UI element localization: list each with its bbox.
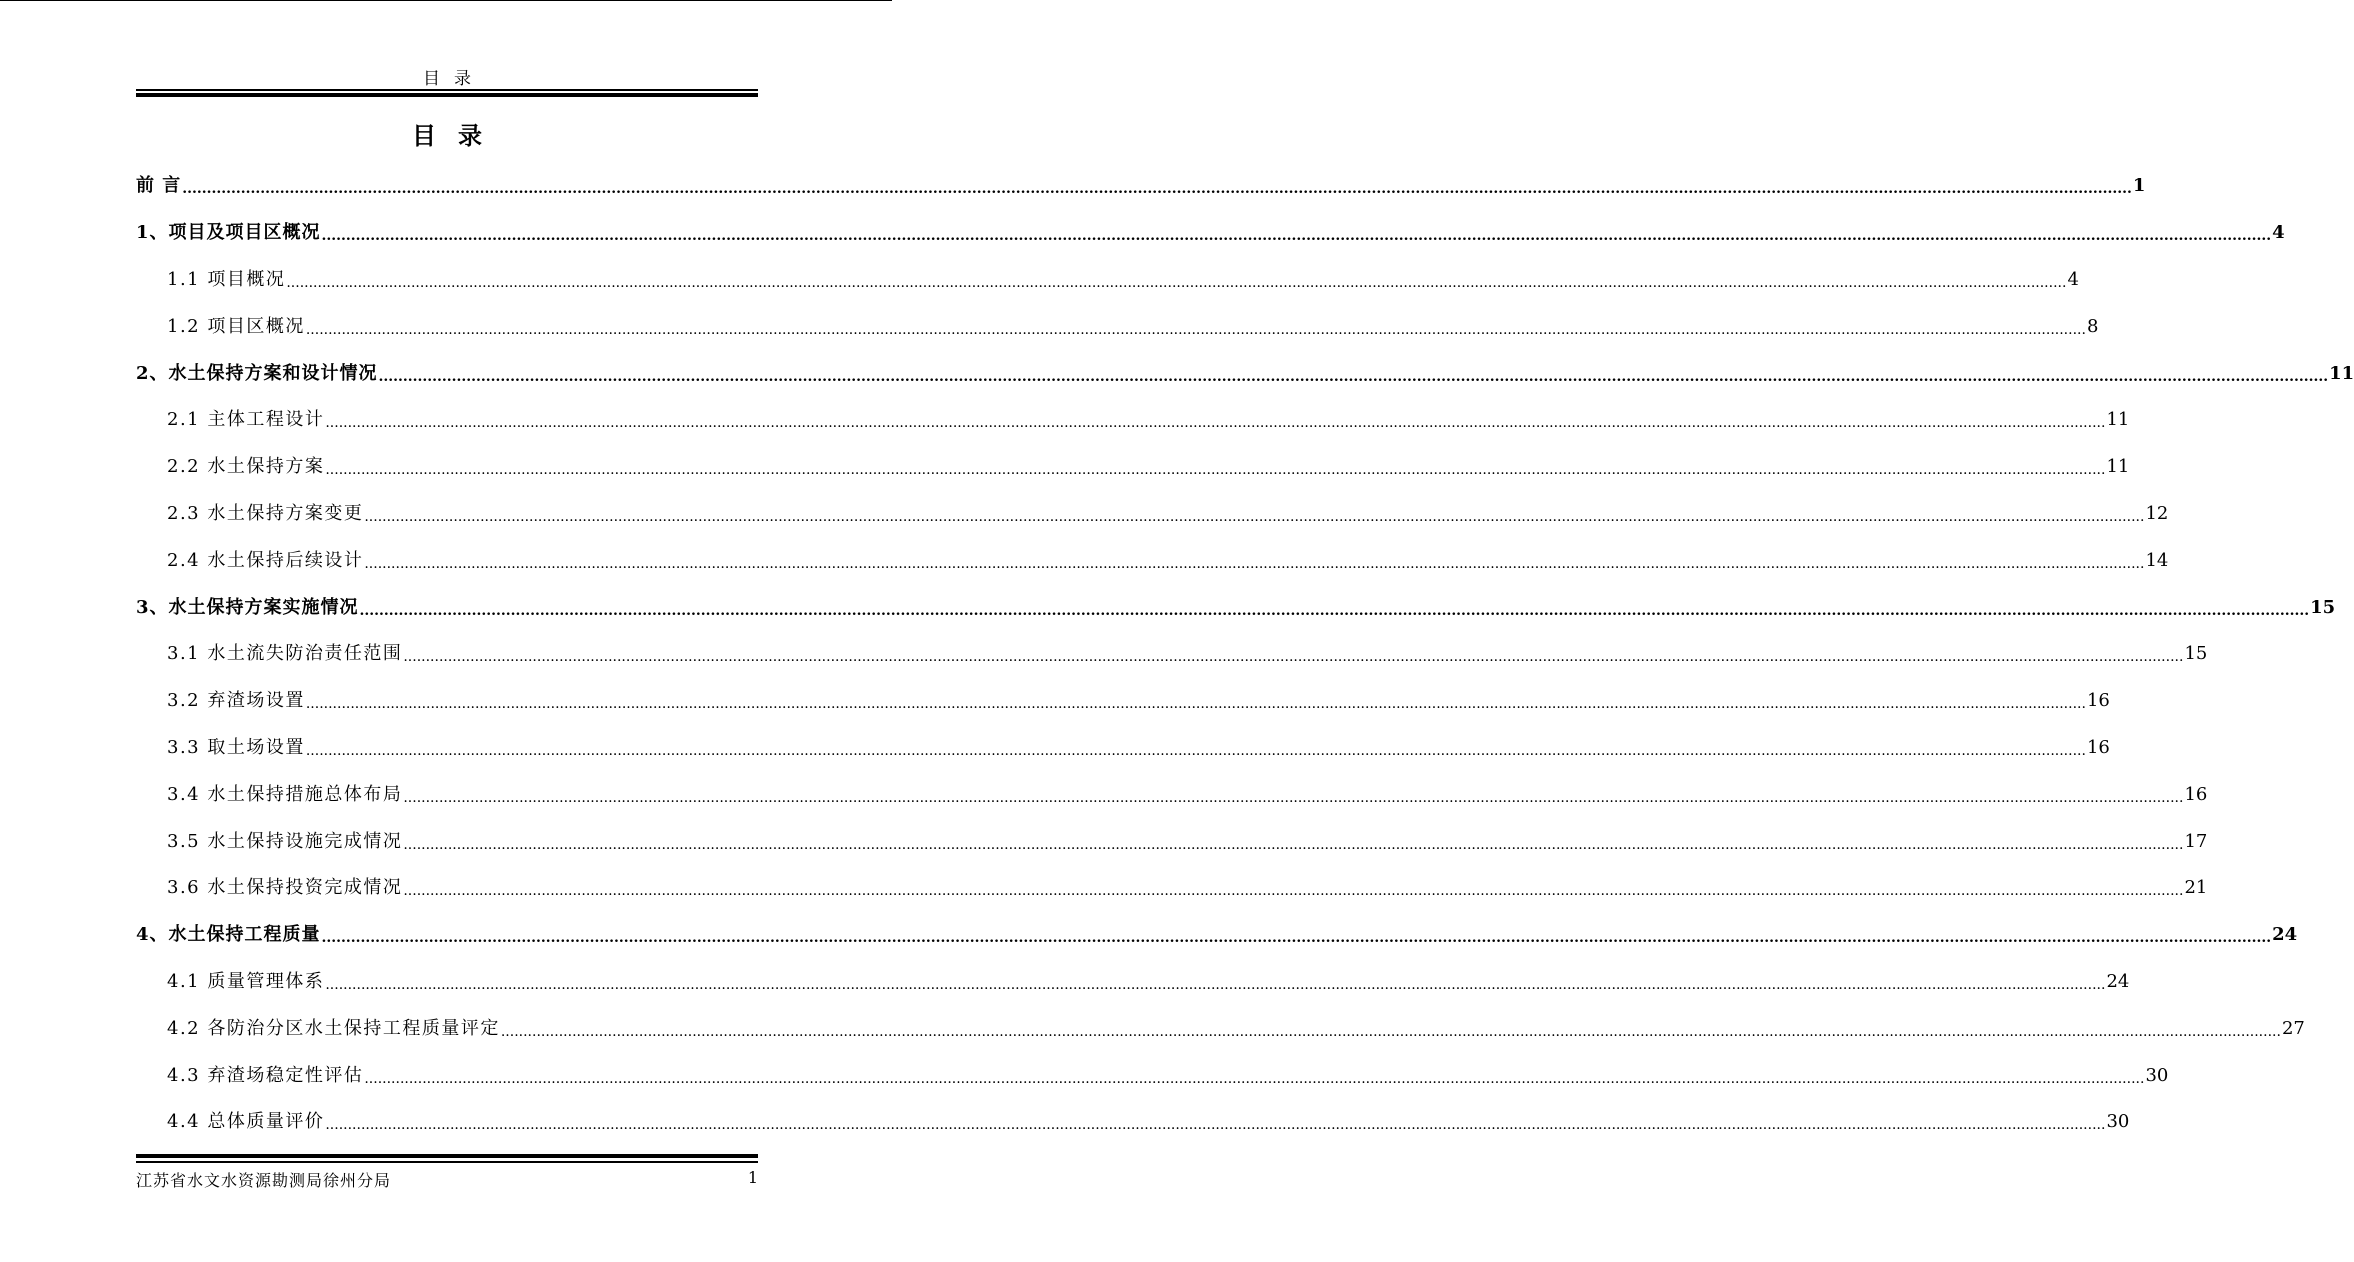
toc-entry-page: 30 (2145, 1064, 2169, 1086)
toc-entry-page: 30 (2106, 1111, 2130, 1133)
header-rule-thick (136, 93, 758, 97)
toc-dot-leader: ................................................................................................................................................................................................................................................................................................................................................................................................................ (403, 883, 2184, 900)
toc-entry[interactable] (136, 678, 2110, 725)
toc-dot-leader: ................................................................................................................................................................................................................................................................................................................................................................................................................ (305, 742, 2086, 759)
toc-entry-label: 3.6 水土保持投资完成情况 (167, 877, 403, 899)
toc-entry-label: 3.1 水土流失防治责任范围 (167, 643, 403, 665)
toc-dot-leader: ................................................................................................................................................................................................................................................................................................................................................................................................................ (403, 649, 2184, 666)
toc-entry-page: 8 (2086, 315, 2099, 337)
toc-entry-page: 11 (2106, 409, 2130, 431)
toc-dot-leader: ................................................................................................................................................................................................................................................................................................................................................................................................................ (325, 415, 2106, 432)
toc-entry[interactable] (136, 210, 2285, 257)
toc-entry[interactable] (136, 865, 2208, 912)
toc-entry-label: 4.1 质量管理体系 (167, 970, 325, 992)
toc-entry[interactable] (136, 959, 2130, 1006)
toc-dot-leader: ................................................................................................................................................................................................................................................................................................................................................................................................................ (286, 274, 2067, 291)
toc-entry[interactable] (136, 1099, 2130, 1146)
toc-entry-page: 4 (2067, 268, 2079, 290)
toc-entry-page: 21 (2184, 877, 2208, 899)
toc-entry-label: 4、水土保持工程质量 (136, 924, 321, 946)
toc-entry-label: 4.2 各防治分区水土保持工程质量评定 (167, 1017, 500, 1039)
footer-page-number: 1 (747, 1168, 758, 1187)
toc-entry-label: 1、项目及项目区概况 (136, 222, 321, 244)
toc-entry-page: 1 (2132, 175, 2146, 197)
toc-entry[interactable] (136, 303, 2099, 350)
toc-dot-leader: ................................................................................................................................................................................................................................................................................................................................................................................................................ (305, 696, 2086, 713)
toc-entry[interactable] (136, 491, 2169, 538)
toc-entry[interactable] (136, 397, 2130, 444)
toc-entry[interactable] (136, 257, 2079, 304)
toc-entry[interactable] (136, 1052, 2169, 1099)
toc-dot-leader: ................................................................................................................................................................................................................................................................................................................................................................................................................ (321, 930, 2272, 947)
toc-entry-page: 16 (2184, 783, 2208, 805)
toc-entry[interactable] (136, 444, 2130, 491)
toc-dot-leader: ................................................................................................................................................................................................................................................................................................................................................................................................................ (325, 462, 2106, 479)
toc-entry-label: 1.1 项目概况 (167, 268, 286, 290)
toc-dot-leader: ................................................................................................................................................................................................................................................................................................................................................................................................................ (321, 228, 2272, 245)
toc-entry-page: 24 (2272, 924, 2298, 946)
toc-entry-page: 14 (2145, 549, 2169, 571)
toc-entry-label: 2.3 水土保持方案变更 (167, 502, 364, 524)
toc-entry-page: 15 (2310, 596, 2336, 618)
running-header: 目录 (423, 69, 485, 89)
toc-entry-page: 16 (2086, 690, 2110, 712)
toc-dot-leader: ................................................................................................................................................................................................................................................................................................................................................................................................................ (182, 181, 2132, 198)
toc-dot-leader: ................................................................................................................................................................................................................................................................................................................................................................................................................ (359, 602, 2310, 619)
toc-dot-leader: ................................................................................................................................................................................................................................................................................................................................................................................................................ (403, 789, 2184, 806)
toc-entry[interactable] (136, 818, 2208, 865)
toc-title: 目录 (412, 121, 504, 150)
toc-entry[interactable] (136, 584, 2336, 631)
header-rule-thin (136, 89, 758, 91)
toc-dot-leader: ................................................................................................................................................................................................................................................................................................................................................................................................................ (364, 508, 2145, 525)
toc-dot-leader: ................................................................................................................................................................................................................................................................................................................................................................................................................ (500, 1023, 2281, 1040)
toc-entry[interactable] (136, 350, 2354, 397)
toc-entry-label: 2、水土保持方案和设计情况 (136, 362, 378, 384)
toc-dot-leader: ................................................................................................................................................................................................................................................................................................................................................................................................................ (325, 976, 2106, 993)
footer-rule-thick (136, 1154, 758, 1158)
toc-entry-page: 16 (2086, 736, 2110, 758)
toc-dot-leader: ................................................................................................................................................................................................................................................................................................................................................................................................................ (403, 836, 2184, 853)
toc-entry-label: 4.4 总体质量评价 (167, 1111, 325, 1133)
toc-entry-page: 4 (2272, 222, 2285, 244)
toc-entry[interactable] (136, 631, 2208, 678)
toc-entry-page: 11 (2329, 362, 2354, 384)
toc-entry[interactable] (136, 725, 2110, 772)
toc-entry-label: 1.2 项目区概况 (167, 315, 305, 337)
toc-dot-leader: ................................................................................................................................................................................................................................................................................................................................................................................................................ (325, 1117, 2106, 1134)
toc-entry-label: 2.1 主体工程设计 (167, 409, 325, 431)
footer-organization: 江苏省水文水资源勘测局徐州分局 (136, 1171, 392, 1190)
toc-dot-leader: ................................................................................................................................................................................................................................................................................................................................................................................................................ (305, 321, 2086, 338)
toc-entry-label: 3.5 水土保持设施完成情况 (167, 830, 403, 852)
toc-entry[interactable] (136, 771, 2208, 818)
toc-entry-label: 3.2 弃渣场设置 (167, 690, 305, 712)
toc-entry[interactable] (136, 1005, 2305, 1052)
toc-dot-leader: ................................................................................................................................................................................................................................................................................................................................................................................................................ (364, 1070, 2145, 1087)
footer-rule-thin (136, 1161, 758, 1163)
toc-entry-label: 3、水土保持方案实施情况 (136, 596, 359, 618)
toc-entry[interactable] (136, 912, 2298, 959)
toc-entry-label: 3.3 取土场设置 (167, 736, 305, 758)
toc-entry-label: 3.4 水土保持措施总体布局 (167, 783, 403, 805)
toc-entry-page: 15 (2184, 643, 2208, 665)
toc-entry[interactable] (136, 163, 2146, 210)
toc-entry-page: 24 (2106, 970, 2130, 992)
toc-entry-label: 前 言 (136, 175, 182, 197)
toc-entry[interactable] (136, 537, 2169, 584)
toc-entry-page: 11 (2106, 456, 2130, 478)
page-top-border (0, 0, 892, 1)
toc-dot-leader: ................................................................................................................................................................................................................................................................................................................................................................................................................ (378, 368, 2329, 385)
toc-entry-label: 2.2 水土保持方案 (167, 456, 325, 478)
toc-dot-leader: ................................................................................................................................................................................................................................................................................................................................................................................................................ (364, 555, 2145, 572)
toc-entry-page: 17 (2184, 830, 2208, 852)
toc-entry-page: 12 (2145, 502, 2169, 524)
toc-entry-page: 27 (2281, 1017, 2305, 1039)
table-of-contents (136, 163, 2354, 1146)
toc-entry-label: 2.4 水土保持后续设计 (167, 549, 364, 571)
toc-entry-label: 4.3 弃渣场稳定性评估 (167, 1064, 364, 1086)
